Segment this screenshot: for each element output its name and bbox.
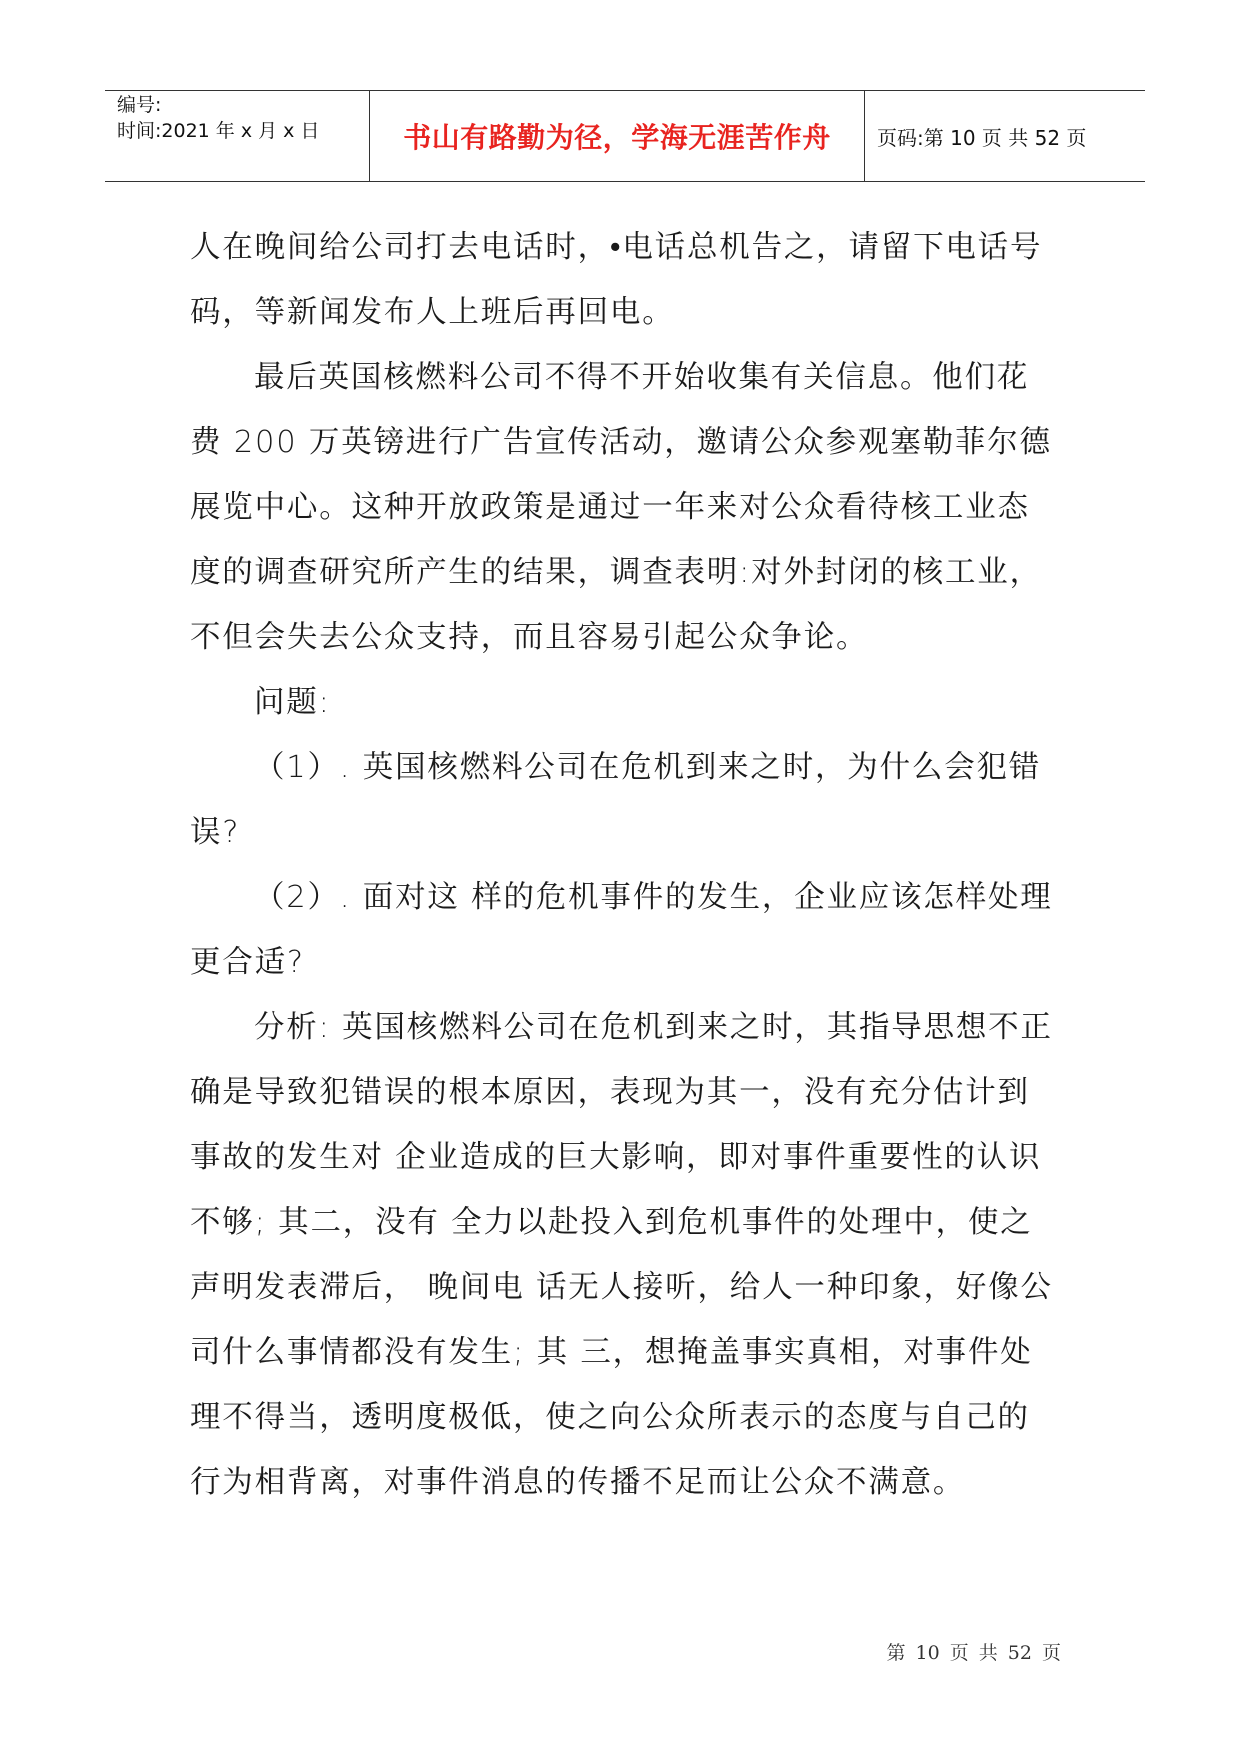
header-meta (105, 91, 370, 181)
header-page-info: 页码:第 10 页 共 52 页 (877, 125, 1087, 150)
document-body (190, 215, 1060, 1515)
header-motto: 书山有路勤为径，学海无涯苦作舟 (403, 121, 831, 154)
analysis-paragraph: 分析: 英国核燃料公司在危机到来之时，其指导思想不正确是导致犯错误的根本原因，表现为其一，没有充分估计到事故的发生对 企业造成的巨大影响，即对事件重要性的认识不够; 其二，没有 全力以赴投入到危机事件的处理中，使之声明发表滞后， 晚间电 话无人接听，给人一种印象，好像公司什么事情都没有发生; 其 三，想掩盖事实真相，对事件处理不得当，透明度极低，使之向公众所表示的态度与自己的行为相背离，对事件消息的传播不足而让公众不满意。 (190, 1010, 1053, 1500)
paragraph-continuation: 人在晚间给公司打去电话时，•电话总机告之，请留下电话号码，等新闻发布人上班后再回电。 (190, 230, 1043, 330)
document-time-label: 时间:2021 年 x 月 x 日 (117, 120, 320, 142)
document-header (105, 90, 1145, 182)
document-number-label: 编号: (117, 94, 162, 116)
question-1: （1）. 英国核燃料公司在危机到来之时，为什么会犯错误? (190, 750, 1042, 850)
paragraph-open-policy: 最后英国核燃料公司不得不开始收集有关信息。他们花费 200 万英镑进行广告宣传活动，邀请公众参观塞勒菲尔德展览中心。这种开放政策是通过一年来对公众看待核工业态度的调查研究所产生的结果，调查表明:对外封闭的核工业，不但会失去公众支持，而且容易引起公众争论。 (190, 360, 1052, 655)
page-footer: 第 10 页 共 52 页 (886, 1642, 1061, 1664)
questions-heading: 问题: (254, 685, 331, 720)
question-2: （2）. 面对这 样的危机事件的发生，企业应该怎样处理更合适? (190, 880, 1053, 980)
header-motto-cell (370, 91, 865, 181)
header-page-info-cell (865, 91, 1145, 181)
